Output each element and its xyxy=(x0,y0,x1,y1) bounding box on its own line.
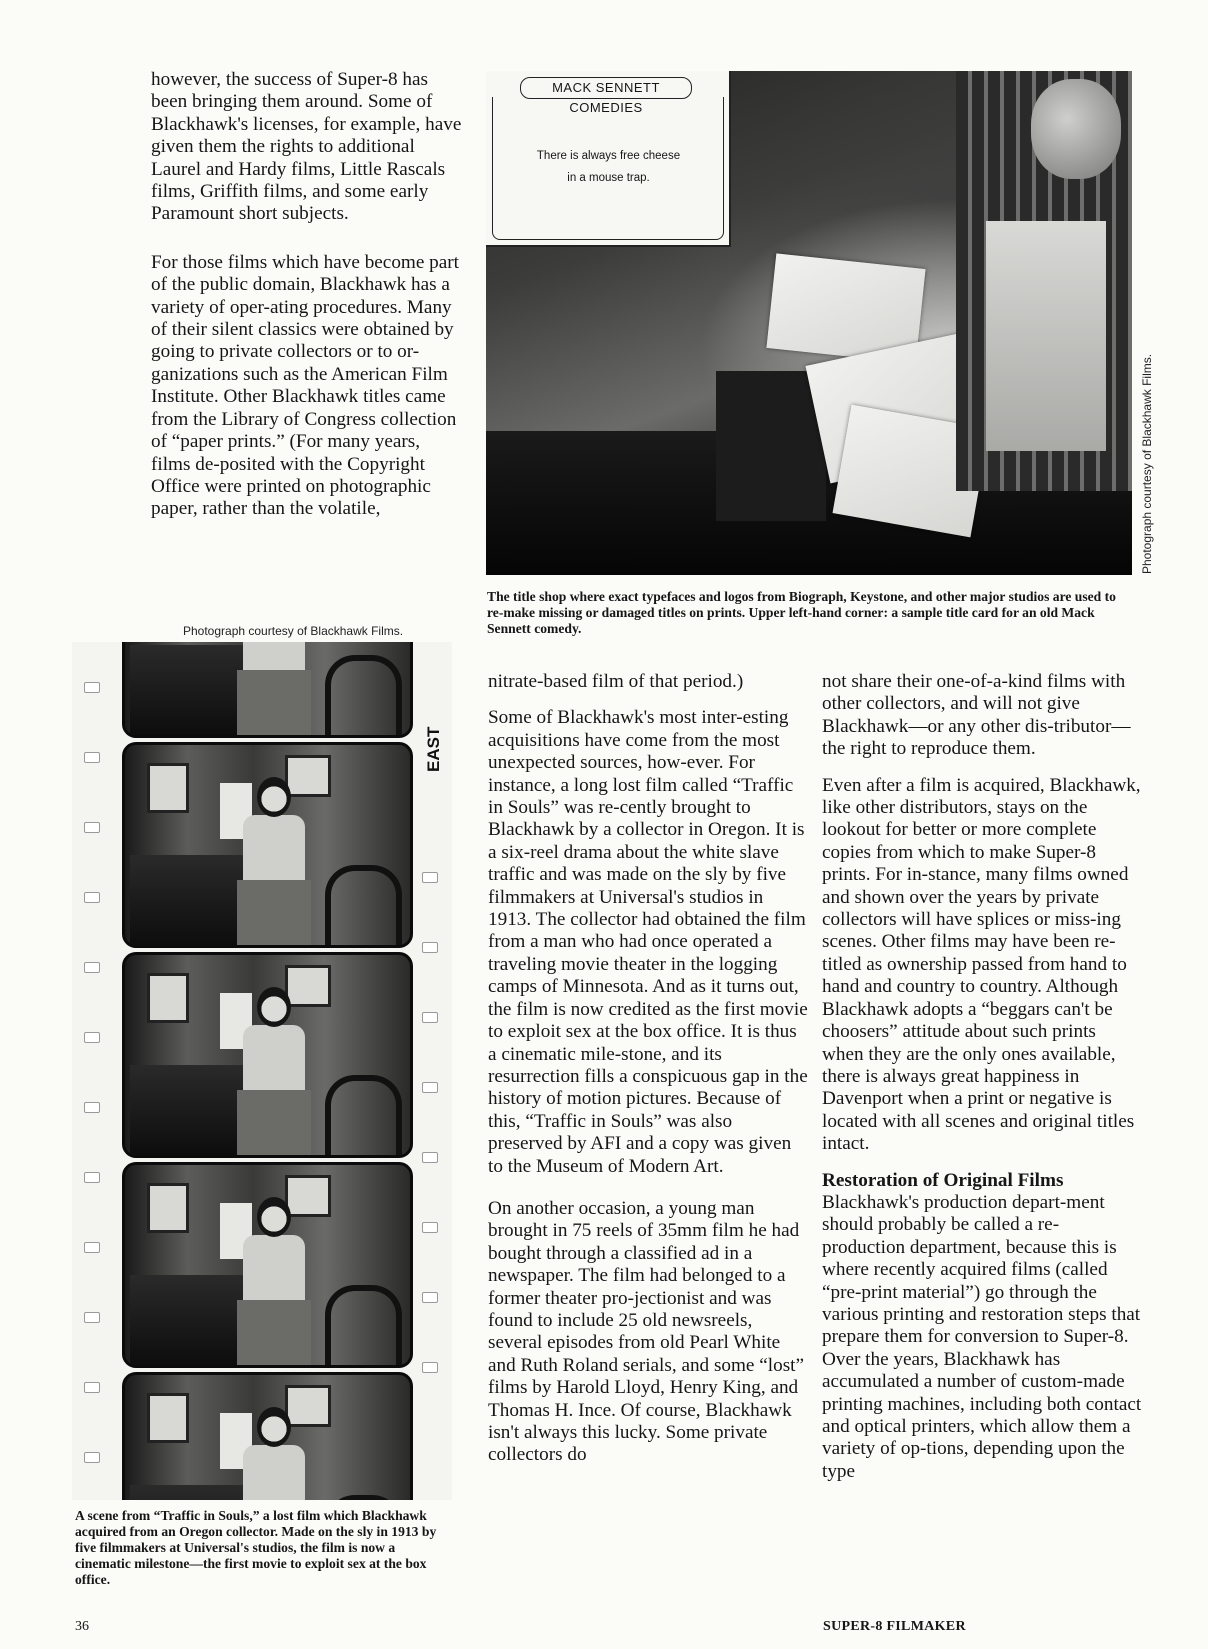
worker-apron xyxy=(986,221,1106,451)
photo-caption: The title shop where exact typefaces and logos from Biograph, Keystone, and other major studios are used to re-make missing or damaged titles on prints. Upper left-hand corner: a sample title card for an old Mack Sennett comedy. xyxy=(487,589,1116,636)
page-number: 36 xyxy=(75,1619,89,1634)
section-heading: Restoration of Original Films xyxy=(822,1169,1064,1191)
paragraph: On another occasion, a young man brought in 75 reels of 35mm film he had bought through a classified ad in a newspaper. The film had belonged to a former theater pro-jectionist and was found to include 25 old newsreels, several episodes from old Pearl White and Ruth Roland serials, and some “lost” films by Harold Lloyd, Henry King, and Thomas H. Ince. Of course, Blackhawk isn't always this lucky. Some private collectors do xyxy=(488,1197,805,1466)
film-frame xyxy=(122,1162,413,1368)
paragraph: For those films which have become part of the public domain, Blackhawk has a variety of oper-ating procedures. Many of their silent classics were obtained by going to private collectors or to or-ganizations such as the American Film Institute. Other Blackhawk titles came from the Library of Congress collection of “paper prints.” (For many years, films de-posited with the Copyright Office were printed on photographic paper, rather than the volatile, xyxy=(151,251,459,520)
photo-credit: Photograph courtesy of Blackhawk Films. xyxy=(183,624,404,638)
film-frame xyxy=(122,952,413,1158)
magazine-name: SUPER-8 FILMAKER xyxy=(823,1619,966,1634)
title-card-line: There is always free cheese xyxy=(536,150,681,162)
film-edge-text: EAST xyxy=(424,726,443,772)
text-column-middle xyxy=(488,671,808,1481)
photo-credit: Photograph courtesy of Blackhawk Films. xyxy=(1140,353,1154,574)
paragraph: not share their one-of-a-kind films with other collectors, and will not give Blackhawk—or any other dis-tributor—the right to reproduce them. xyxy=(822,671,1131,760)
sprocket-holes xyxy=(72,642,112,1500)
title-shop-photo xyxy=(486,71,1132,575)
photo-caption: A scene from “Traffic in Souls,” a lost film which Blackhawk acquired from an Oregon collector. Made on the sly in 1913 by five filmmakers at Universal's studios, the film is now a cinematic milestone—the first movie to exploit sex at the box office. xyxy=(75,1508,437,1587)
worker-head xyxy=(1031,79,1121,179)
text-column-top-left xyxy=(151,69,463,535)
film-frame xyxy=(122,642,413,738)
paragraph: Even after a film is acquired, Blackhawk, like other distributors, stays on the lookout for better or more complete copies from which to make Super-8 prints. For in-stance, many films owned and shown over the years by private collectors will have splices or miss-ing scenes. Other films may have been re-titled as ownership passed from hand to hand and country to country. Although Blackhawk adopts a “beggars can't be choosers” attitude about such prints when they are the only ones available, there is always great happiness in Davenport when a print or negative is located with all scenes and original titles intact. xyxy=(822,774,1141,1155)
paragraph: however, the success of Super-8 has been bringing them around. Some of Blackhawk's licenses, for example, have given them the rights to additional Laurel and Hardy films, Little Rascals films, Griffith films, and some early Paramount short subjects. xyxy=(151,69,462,225)
film-strip-photo xyxy=(72,642,452,1500)
press-detail xyxy=(716,371,826,521)
title-card-text xyxy=(496,145,721,189)
paragraph: Blackhawk's production depart-ment should probably be called a re-production department, because this is where recently acquired films (called “pre-print material”) go through the various printing and restoration steps that prepare them for conversion to Super-8. Over the years, Blackhawk has accumulated a number of custom-made printing machines, including both contact and optical printers, which allow them a variety of op-tions, depending upon the type xyxy=(822,1191,1142,1482)
paragraph: nitrate-based film of that period.) xyxy=(488,671,744,692)
film-frame xyxy=(122,742,413,948)
text-column-right xyxy=(822,671,1142,1497)
film-frame xyxy=(122,1372,413,1500)
paragraph: Some of Blackhawk's most inter-esting acquisitions have come from the most unexpected sources, how-ever. For instance, a long lost film called “Traffic in Souls” was re-cently brought to Blackhawk by a collector in Oregon. It is a six-reel drama about the white slave traffic and was made on the sly by five filmmakers at Universal's studios in 1913. The collector had obtained the film from a man who had once operated a traveling movie theater in the logging camps of Minnesota. And as it turns out, the film is now credited as the first movie to exploit sex at the box office. It is thus a cinematic mile-stone, and its resurrection fills a conspicuous gap in the history of motion pictures. Because of this, “Traffic in Souls” was also preserved by AFI and a copy was given to the Museum of Modern Art. xyxy=(488,707,808,1177)
title-card-line: in a mouse trap. xyxy=(567,172,650,184)
title-card-header: MACK SENNETT COMEDIES xyxy=(520,77,692,99)
title-card xyxy=(486,71,731,247)
